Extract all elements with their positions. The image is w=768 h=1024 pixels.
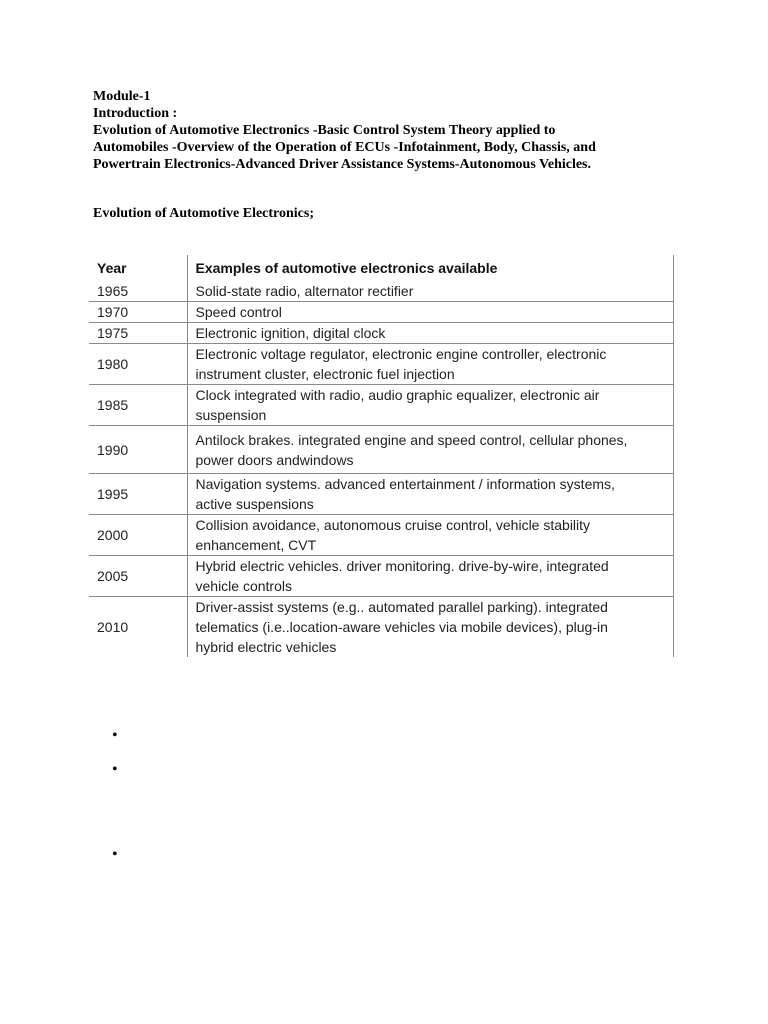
examples-cell: [187, 281, 673, 302]
year-column-header: Year: [97, 260, 127, 276]
examples-cell: [187, 344, 673, 385]
examples-line: Driver-assist systems (e.g.. automated parallel parking). integrated: [195, 599, 608, 615]
examples-line: Collision avoidance, autonomous cruise control, vehicle stability: [195, 517, 591, 533]
bullet-item: •: [112, 761, 118, 778]
topics-line-1: Evolution of Automotive Electronics -Basic Control System Theory applied to: [93, 123, 556, 138]
year-cell: 1990: [97, 441, 129, 458]
examples-line: Solid-state radio, alternator rectifier: [195, 283, 414, 299]
year-cell: 1975: [97, 325, 129, 341]
examples-line: instrument cluster, electronic fuel injection: [195, 366, 455, 382]
year-cell: 1970: [97, 304, 129, 320]
module-number: Module-1: [93, 89, 151, 104]
evolution-table-container: [89, 255, 673, 657]
examples-line: suspension: [195, 407, 267, 423]
examples-line: Electronic voltage regulator, electronic engine controller, electronic: [195, 346, 607, 362]
examples-line: power doors andwindows: [195, 451, 354, 468]
year-cell: 2010: [97, 619, 129, 635]
table-row: [89, 302, 673, 323]
table-body: [89, 281, 673, 657]
topics-line-3: Powertrain Electronics-Advanced Driver Assistance Systems-Autonomous Vehicles.: [93, 157, 592, 172]
examples-cell: [187, 385, 673, 426]
section-title: Evolution of Automotive Electronics;: [93, 206, 315, 221]
evolution-table: [89, 255, 674, 657]
examples-line: telematics (i.e..location-aware vehicles via mobile devices), plug-in: [195, 619, 608, 635]
table-row: [89, 281, 673, 302]
year-cell: 2005: [97, 568, 129, 584]
introduction-label: Introduction :: [93, 106, 178, 121]
examples-line: Electronic ignition, digital clock: [195, 325, 386, 341]
year-cell: 1995: [97, 486, 129, 502]
bullet-item: •: [112, 846, 118, 863]
module-heading: [93, 88, 675, 173]
examples-line: vehicle controls: [195, 578, 292, 594]
examples-line: Antilock brakes. integrated engine and speed control, cellular phones,: [195, 431, 628, 448]
table-row: [89, 323, 673, 344]
examples-line: hybrid electric vehicles: [195, 639, 337, 655]
topics-line-2: Automobiles -Overview of the Operation of ECUs -Infotainment, Body, Chassis, and: [93, 140, 596, 155]
table-row: [89, 515, 673, 556]
examples-cell: [187, 323, 673, 344]
examples-line: Hybrid electric vehicles. driver monitoring. drive-by-wire, integrated: [195, 558, 609, 574]
table-row: [89, 426, 673, 474]
examples-line: active suspensions: [195, 496, 314, 512]
examples-line: enhancement, CVT: [195, 537, 317, 553]
examples-cell: [187, 556, 673, 597]
table-row: [89, 597, 673, 658]
year-cell: 1965: [97, 283, 129, 299]
table-row: [89, 474, 673, 515]
year-cell: 1985: [97, 397, 129, 413]
table-row: [89, 556, 673, 597]
year-cell: 1980: [97, 356, 129, 372]
examples-line: Clock integrated with radio, audio graphic equalizer, electronic air: [195, 387, 600, 403]
year-cell: 2000: [97, 527, 129, 543]
table-row: [89, 385, 673, 426]
bullet-item: •: [112, 727, 118, 744]
examples-cell: [187, 302, 673, 323]
examples-cell: [187, 474, 673, 515]
examples-line: Navigation systems. advanced entertainment / information systems,: [195, 476, 615, 492]
table-row: [89, 344, 673, 385]
examples-cell: [187, 597, 673, 658]
examples-cell: [187, 515, 673, 556]
examples-column-header: Examples of automotive electronics available: [187, 255, 673, 281]
examples-line: Speed control: [195, 304, 282, 320]
table-header-row: [89, 255, 673, 281]
examples-cell: [187, 426, 673, 474]
